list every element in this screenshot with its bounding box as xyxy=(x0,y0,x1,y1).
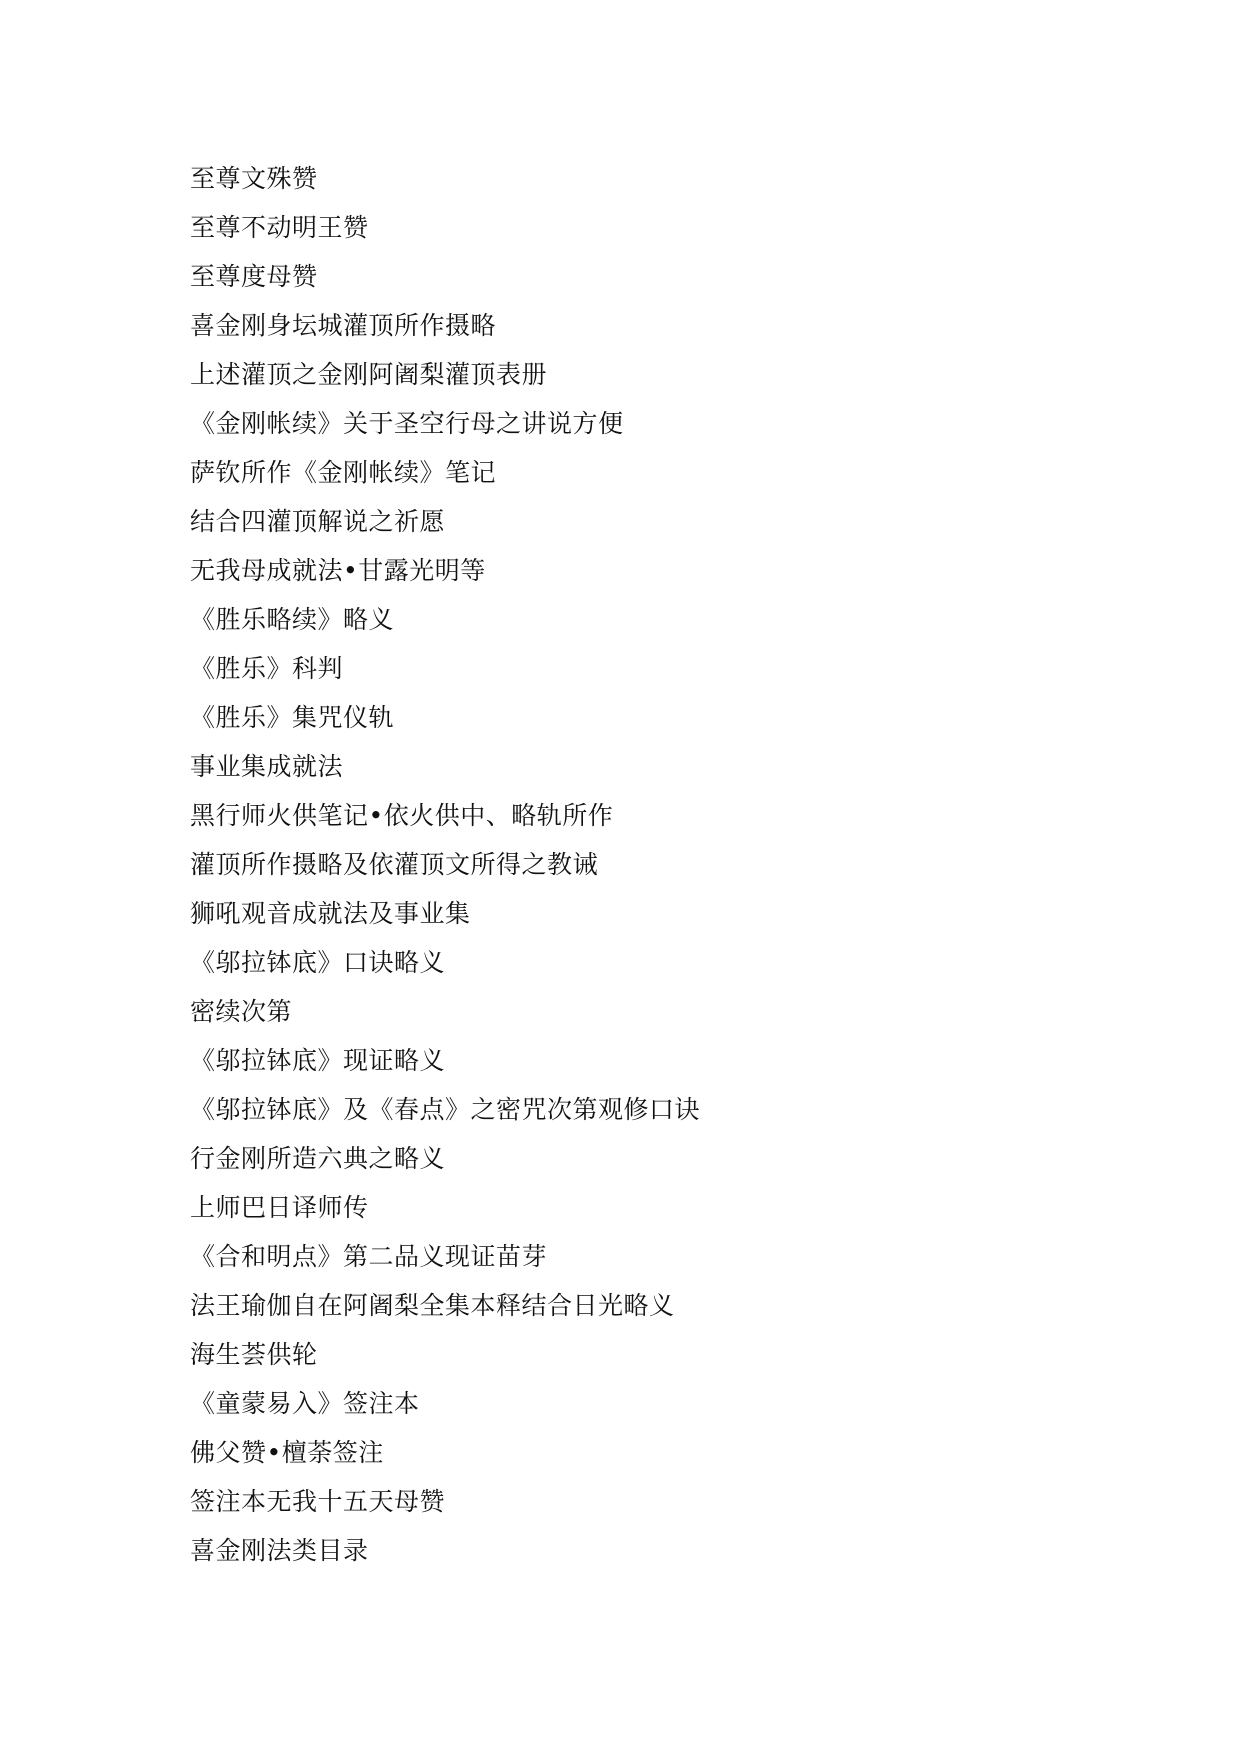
list-item: 萨钦所作《金刚帐续》笔记 xyxy=(190,458,497,487)
list-item: 黑行师火供笔记•依火供中、略轨所作 xyxy=(190,801,614,830)
list-item: 法王瑜伽自在阿阇梨全集本释结合日光略义 xyxy=(190,1291,675,1320)
list-item: 至尊度母赞 xyxy=(190,262,318,291)
list-item: 灌顶所作摄略及依灌顶文所得之教诫 xyxy=(190,850,599,879)
list-item: 事业集成就法 xyxy=(190,752,344,781)
list-item: 无我母成就法•甘露光明等 xyxy=(190,556,486,585)
list-item: 海生荟供轮 xyxy=(190,1340,318,1369)
list-item: 上述灌顶之金刚阿阇梨灌顶表册 xyxy=(190,360,548,389)
list-item: 《合和明点》第二品义现证苗芽 xyxy=(190,1242,548,1271)
list-item: 《邬拉钵底》及《春点》之密咒次第观修口诀 xyxy=(190,1095,701,1124)
list-item: 至尊文殊赞 xyxy=(190,164,318,193)
contents-list xyxy=(190,154,700,1575)
list-item: 《邬拉钵底》口诀略义 xyxy=(190,948,446,977)
list-item: 上师巴日译师传 xyxy=(190,1193,369,1222)
list-item: 结合四灌顶解说之祈愿 xyxy=(190,507,446,536)
list-item: 喜金刚法类目录 xyxy=(190,1536,369,1565)
list-item: 行金刚所造六典之略义 xyxy=(190,1144,446,1173)
list-item: 《邬拉钵底》现证略义 xyxy=(190,1046,446,1075)
list-item: 至尊不动明王赞 xyxy=(190,213,369,242)
list-item: 《胜乐》科判 xyxy=(190,654,344,683)
list-item: 签注本无我十五天母赞 xyxy=(190,1487,446,1516)
list-item: 喜金刚身坛城灌顶所作摄略 xyxy=(190,311,497,340)
list-item: 佛父赞•檀荼签注 xyxy=(190,1438,384,1467)
list-item: 《胜乐》集咒仪轨 xyxy=(190,703,395,732)
list-item: 狮吼观音成就法及事业集 xyxy=(190,899,471,928)
list-item: 《童蒙易入》签注本 xyxy=(190,1389,420,1418)
list-item: 密续次第 xyxy=(190,997,293,1026)
list-item: 《金刚帐续》关于圣空行母之讲说方便 xyxy=(190,409,624,438)
list-item: 《胜乐略续》略义 xyxy=(190,605,395,634)
